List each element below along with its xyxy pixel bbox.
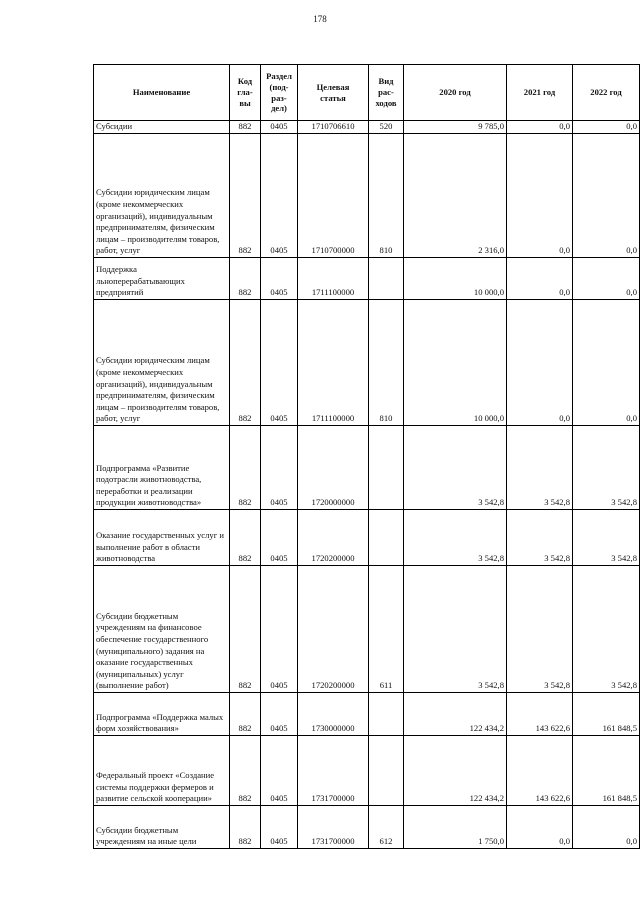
row-target: 1711100000 [298,300,369,426]
row-section: 0405 [261,134,298,258]
row-name: Поддержка льноперерабатывающих предприятий [94,258,230,300]
table-row [94,806,640,849]
page-number: 178 [313,14,327,24]
row-2020: 1 750,0 [404,806,507,849]
row-name: Оказание государственных услуг и выполнение работ в области животноводства [94,510,230,566]
row-2022: 0,0 [573,300,640,426]
table-row [94,736,640,806]
row-type: 611 [369,566,404,693]
table-row [94,300,640,426]
header-target: Целевая статья [298,65,369,121]
row-code: 882 [230,806,261,849]
row-2022: 3 542,8 [573,566,640,693]
row-name: Субсидии [94,121,230,134]
table-row [94,134,640,258]
row-name: Федеральный проект «Создание системы поддержки фермеров и развитие сельской кооперации» [94,736,230,806]
row-2020: 122 434,2 [404,736,507,806]
row-2022: 161 848,5 [573,736,640,806]
row-2022: 0,0 [573,258,640,300]
row-2021: 143 622,6 [507,693,573,736]
row-2022: 0,0 [573,806,640,849]
row-section: 0405 [261,806,298,849]
row-type: 520 [369,121,404,134]
row-code: 882 [230,300,261,426]
budget-table [93,64,640,849]
row-2020: 3 542,8 [404,566,507,693]
row-type: 810 [369,300,404,426]
row-section: 0405 [261,121,298,134]
table-row [94,566,640,693]
row-target: 1711100000 [298,258,369,300]
row-type [369,426,404,510]
row-name: Субсидии бюджетным учреждениям на финансовое обеспечение государственного (муниципального) задания на оказание государственных (муниципальных) услуг (выполнение работ) [94,566,230,693]
header-type: Вид рас- ходов [369,65,404,121]
row-2020: 2 316,0 [404,134,507,258]
row-section: 0405 [261,300,298,426]
header-2022: 2022 год [573,65,640,121]
row-target: 1730000000 [298,693,369,736]
row-2021: 0,0 [507,806,573,849]
row-name: Субсидии бюджетным учреждениям на иные цели [94,806,230,849]
row-target: 1710706610 [298,121,369,134]
row-2020: 3 542,8 [404,426,507,510]
row-2020: 3 542,8 [404,510,507,566]
row-name: Подпрограмма «Поддержка малых форм хозяйствования» [94,693,230,736]
row-name: Субсидии юридическим лицам (кроме некоммерческих организаций), индивидуальным предпринимателям, физическим лицам – производителям товаров, работ, услуг [94,134,230,258]
row-section: 0405 [261,736,298,806]
row-section: 0405 [261,566,298,693]
row-type: 810 [369,134,404,258]
row-section: 0405 [261,510,298,566]
row-code: 882 [230,693,261,736]
row-2020: 10 000,0 [404,258,507,300]
header-row [94,65,640,121]
row-2022: 3 542,8 [573,426,640,510]
row-2022: 0,0 [573,121,640,134]
row-target: 1720200000 [298,566,369,693]
row-2021: 143 622,6 [507,736,573,806]
row-target: 1710700000 [298,134,369,258]
row-2021: 3 542,8 [507,566,573,693]
row-code: 882 [230,121,261,134]
table-row [94,121,640,134]
row-2021: 3 542,8 [507,426,573,510]
row-type [369,510,404,566]
row-target: 1731700000 [298,806,369,849]
header-section: Раздел (под- раз- дел) [261,65,298,121]
row-2020: 9 785,0 [404,121,507,134]
table-row [94,426,640,510]
row-name: Субсидии юридическим лицам (кроме некоммерческих организаций), индивидуальным предпринимателям, физическим лицам – производителям товаров, работ, услуг [94,300,230,426]
row-code: 882 [230,426,261,510]
row-2021: 0,0 [507,300,573,426]
header-code: Код гла- вы [230,65,261,121]
row-code: 882 [230,258,261,300]
row-type [369,693,404,736]
row-2021: 3 542,8 [507,510,573,566]
row-target: 1720200000 [298,510,369,566]
table-row [94,693,640,736]
header-name: Наименование [94,65,230,121]
row-2021: 0,0 [507,134,573,258]
row-target: 1731700000 [298,736,369,806]
row-code: 882 [230,736,261,806]
row-code: 882 [230,510,261,566]
row-type [369,736,404,806]
row-target: 1720000000 [298,426,369,510]
header-2021: 2021 год [507,65,573,121]
row-2020: 10 000,0 [404,300,507,426]
row-code: 882 [230,566,261,693]
row-name: Подпрограмма «Развитие подотрасли животноводства, переработки и реализации продукции животноводства» [94,426,230,510]
row-2020: 122 434,2 [404,693,507,736]
header-2020: 2020 год [404,65,507,121]
table-row [94,258,640,300]
row-section: 0405 [261,258,298,300]
row-2022: 3 542,8 [573,510,640,566]
row-type [369,258,404,300]
row-type: 612 [369,806,404,849]
row-2022: 161 848,5 [573,693,640,736]
row-2021: 0,0 [507,121,573,134]
row-section: 0405 [261,426,298,510]
row-section: 0405 [261,693,298,736]
row-code: 882 [230,134,261,258]
row-2022: 0,0 [573,134,640,258]
row-2021: 0,0 [507,258,573,300]
table-row [94,510,640,566]
